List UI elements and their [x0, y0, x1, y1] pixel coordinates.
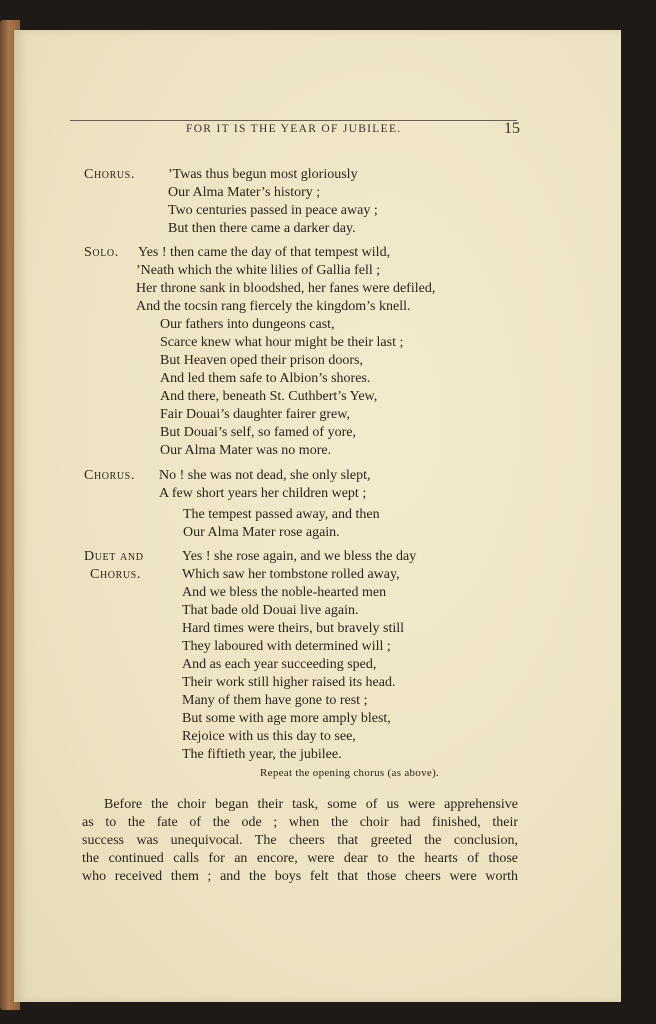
verse-line: Their work still higher raised its head. — [182, 675, 396, 690]
verse-line: Scarce knew what hour might be their last ; — [160, 335, 404, 350]
prose-line: the continued calls for an encore, were dear to the hearts of those — [82, 851, 518, 866]
verse-line: Which saw her tombstone rolled away, — [182, 567, 400, 582]
verse-line: Our fathers into dungeons cast, — [160, 317, 335, 332]
header-rule — [70, 120, 517, 121]
verse-line: The tempest passed away, and then — [183, 507, 380, 522]
speaker-solo: Solo. — [84, 245, 119, 260]
verse-line: But Douai’s self, so famed of yore, — [160, 425, 356, 440]
verse-line: Two centuries passed in peace away ; — [168, 203, 378, 218]
verse-line: Fair Douai’s daughter fairer grew, — [160, 407, 350, 422]
prose-line: success was unequivocal. The cheers that greeted the conclusion, — [82, 833, 518, 848]
verse-line: And as each year succeeding sped, — [182, 657, 377, 672]
verse-line: Her throne sank in bloodshed, her fanes were defiled, — [136, 281, 436, 296]
page-number: 15 — [504, 120, 520, 137]
verse-line: That bade old Douai live again. — [182, 603, 359, 618]
prose-line: who received them ; and the boys felt that those cheers were worth — [82, 869, 518, 884]
verse-line: Hard times were theirs, but bravely still — [182, 621, 404, 636]
speaker-duet-and: Duet and — [84, 549, 144, 564]
verse-line: Yes ! then came the day of that tempest wild, — [138, 245, 391, 260]
verse-line: ’Neath which the white lilies of Gallia fell ; — [136, 263, 381, 278]
verse-line: The fiftieth year, the jubilee. — [182, 747, 342, 762]
verse-line: But then there came a darker day. — [168, 221, 356, 236]
verse-line: Rejoice with us this day to see, — [182, 729, 356, 744]
speaker-chorus: Chorus. — [84, 468, 135, 483]
verse-line: Our Alma Mater was no more. — [160, 443, 332, 458]
verse-line: And there, beneath St. Cuthbert’s Yew, — [160, 389, 378, 404]
verse-line: A few short years her children wept ; — [159, 486, 367, 501]
speaker-chorus: Chorus. — [90, 567, 141, 582]
verse-line: Our Alma Mater rose again. — [183, 525, 340, 540]
verse-line: They laboured with determined will ; — [182, 639, 391, 654]
prose-line: as to the fate of the ode ; when the choir had finished, their — [82, 815, 518, 830]
running-title: FOR IT IS THE YEAR OF JUBILEE. — [186, 123, 402, 135]
speaker-chorus: Chorus. — [84, 167, 135, 182]
verse-line: ’Twas thus begun most gloriously — [168, 167, 358, 182]
verse-line: But some with age more amply blest, — [182, 711, 391, 726]
verse-line: Many of them have gone to rest ; — [182, 693, 368, 708]
verse-line: But Heaven oped their prison doors, — [160, 353, 363, 368]
prose-line: Before the choir began their task, some of us were apprehensive — [104, 797, 518, 812]
verse-line: No ! she was not dead, she only slept, — [159, 468, 371, 483]
verse-line: Yes ! she rose again, and we bless the day — [182, 549, 417, 564]
verse-line: And we bless the noble-hearted men — [182, 585, 387, 600]
verse-line: And the tocsin rang fiercely the kingdom’s knell. — [136, 299, 411, 314]
stage-direction: Repeat the opening chorus (as above). — [260, 767, 440, 779]
verse-line: And led them safe to Albion’s shores. — [160, 371, 371, 386]
verse-line: Our Alma Mater’s history ; — [168, 185, 321, 200]
